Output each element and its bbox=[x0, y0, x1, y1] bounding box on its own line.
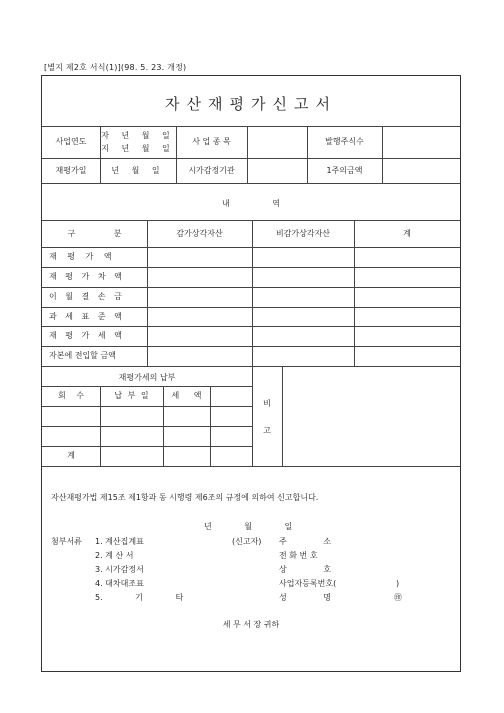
payment-vline-3 bbox=[210, 386, 211, 466]
col-total: 계 bbox=[403, 229, 411, 238]
col-category: 구 분 bbox=[67, 229, 122, 238]
col-round: 회 수 bbox=[58, 391, 84, 400]
row-revaluation-amount: 재 평 가 액 bbox=[49, 252, 112, 261]
business-year-to: 지 년 월 일 bbox=[101, 144, 175, 153]
field-address: 주 소 bbox=[279, 537, 331, 546]
field-company: 상 호 bbox=[279, 565, 331, 574]
attachment-5: 5. 기 타 bbox=[95, 593, 184, 602]
payment-row-line-1 bbox=[42, 426, 252, 427]
payment-total-label: 계 bbox=[67, 451, 75, 460]
details-vline-2 bbox=[252, 220, 253, 366]
field-name: 성 명 bbox=[279, 593, 331, 602]
remarks-divider bbox=[282, 366, 283, 466]
details-row-line-5 bbox=[42, 346, 460, 347]
details-row-line-2 bbox=[42, 287, 460, 288]
attachments-label: 첨부서류 bbox=[51, 537, 82, 546]
header-vline-5 bbox=[382, 126, 383, 183]
details-bottom-line bbox=[42, 366, 460, 367]
business-type-label: 사 업 종 목 bbox=[192, 137, 231, 146]
field-phone: 전 화 번 호 bbox=[279, 551, 318, 560]
details-header-line bbox=[42, 247, 460, 248]
payment-bottom-line bbox=[42, 466, 460, 467]
payment-right-border bbox=[252, 366, 253, 466]
attachment-2: 2. 계 산 서 bbox=[95, 551, 134, 560]
payment-header-line bbox=[42, 406, 252, 407]
registration-close: ) bbox=[396, 579, 400, 588]
row-revaluation-difference: 재 평 가 차 액 bbox=[49, 272, 122, 281]
col-non-depreciable: 비감가상각자산 bbox=[275, 229, 331, 238]
form-title: 자산재평가신고서 bbox=[165, 95, 337, 113]
seal-icon: ㊞ bbox=[394, 593, 402, 602]
details-row-line-1 bbox=[42, 267, 460, 268]
declarant-label: (신고자) bbox=[232, 537, 262, 546]
details-row-line-3 bbox=[42, 307, 460, 308]
header-row-divider bbox=[42, 158, 460, 159]
business-year-from: 자 년 월 일 bbox=[101, 131, 175, 140]
declaration-date: 년 월 일 bbox=[204, 522, 293, 531]
revaluation-date-label: 재평가일 bbox=[55, 166, 87, 175]
form-caption: [별지 제2호 서식(1)](98. 5. 23. 개정) bbox=[44, 63, 187, 72]
row-capital-transfer: 자본에 전입할 금액 bbox=[49, 351, 116, 360]
field-registration-number: 사업자등록번호( bbox=[279, 579, 337, 588]
col-depreciable: 감가상각자산 bbox=[176, 229, 223, 238]
remarks-label-1: 비 bbox=[263, 399, 271, 408]
details-vline-1 bbox=[147, 220, 148, 366]
header-bottom-line bbox=[42, 183, 460, 184]
revaluation-report-form bbox=[41, 75, 461, 672]
payment-row-line-2 bbox=[42, 446, 252, 447]
declaration-statement: 자산재평가법 제15조 제1항과 동 시행령 제6조의 규정에 의하여 신고합니다. bbox=[51, 493, 319, 502]
addressee: 세 무 서 장 귀하 bbox=[222, 620, 280, 629]
attachment-3: 3. 시가감정서 bbox=[95, 565, 144, 574]
details-heading: 내 역 bbox=[222, 199, 280, 208]
attachment-4: 4. 대차대조표 bbox=[95, 579, 144, 588]
details-row-line-4 bbox=[42, 326, 460, 327]
col-due-date: 납 부 일 bbox=[114, 391, 149, 400]
appraisal-agency-label: 시가감정기관 bbox=[188, 166, 235, 175]
row-tax-base: 과 세 표 준 액 bbox=[49, 312, 122, 321]
title-divider bbox=[42, 126, 460, 127]
issued-shares-label: 발행주식수 bbox=[325, 137, 364, 146]
payment-heading: 재평가세의 납부 bbox=[118, 373, 176, 382]
details-vline-3 bbox=[354, 220, 355, 366]
row-revaluation-tax: 재 평 가 세 액 bbox=[49, 331, 122, 340]
row-carried-loss: 이 월 결 손 금 bbox=[49, 292, 122, 301]
header-vline-3 bbox=[247, 126, 248, 183]
details-heading-line bbox=[42, 220, 460, 221]
remarks-label-2: 고 bbox=[263, 426, 271, 435]
attachment-1: 1. 계산집계표 bbox=[95, 537, 144, 546]
col-tax: 세 액 bbox=[171, 391, 202, 400]
revaluation-date-value: 년 월 일 bbox=[111, 166, 165, 175]
par-value-label: 1주의금액 bbox=[326, 166, 363, 175]
payment-heading-line bbox=[42, 386, 252, 387]
business-year-label: 사업연도 bbox=[55, 137, 87, 146]
